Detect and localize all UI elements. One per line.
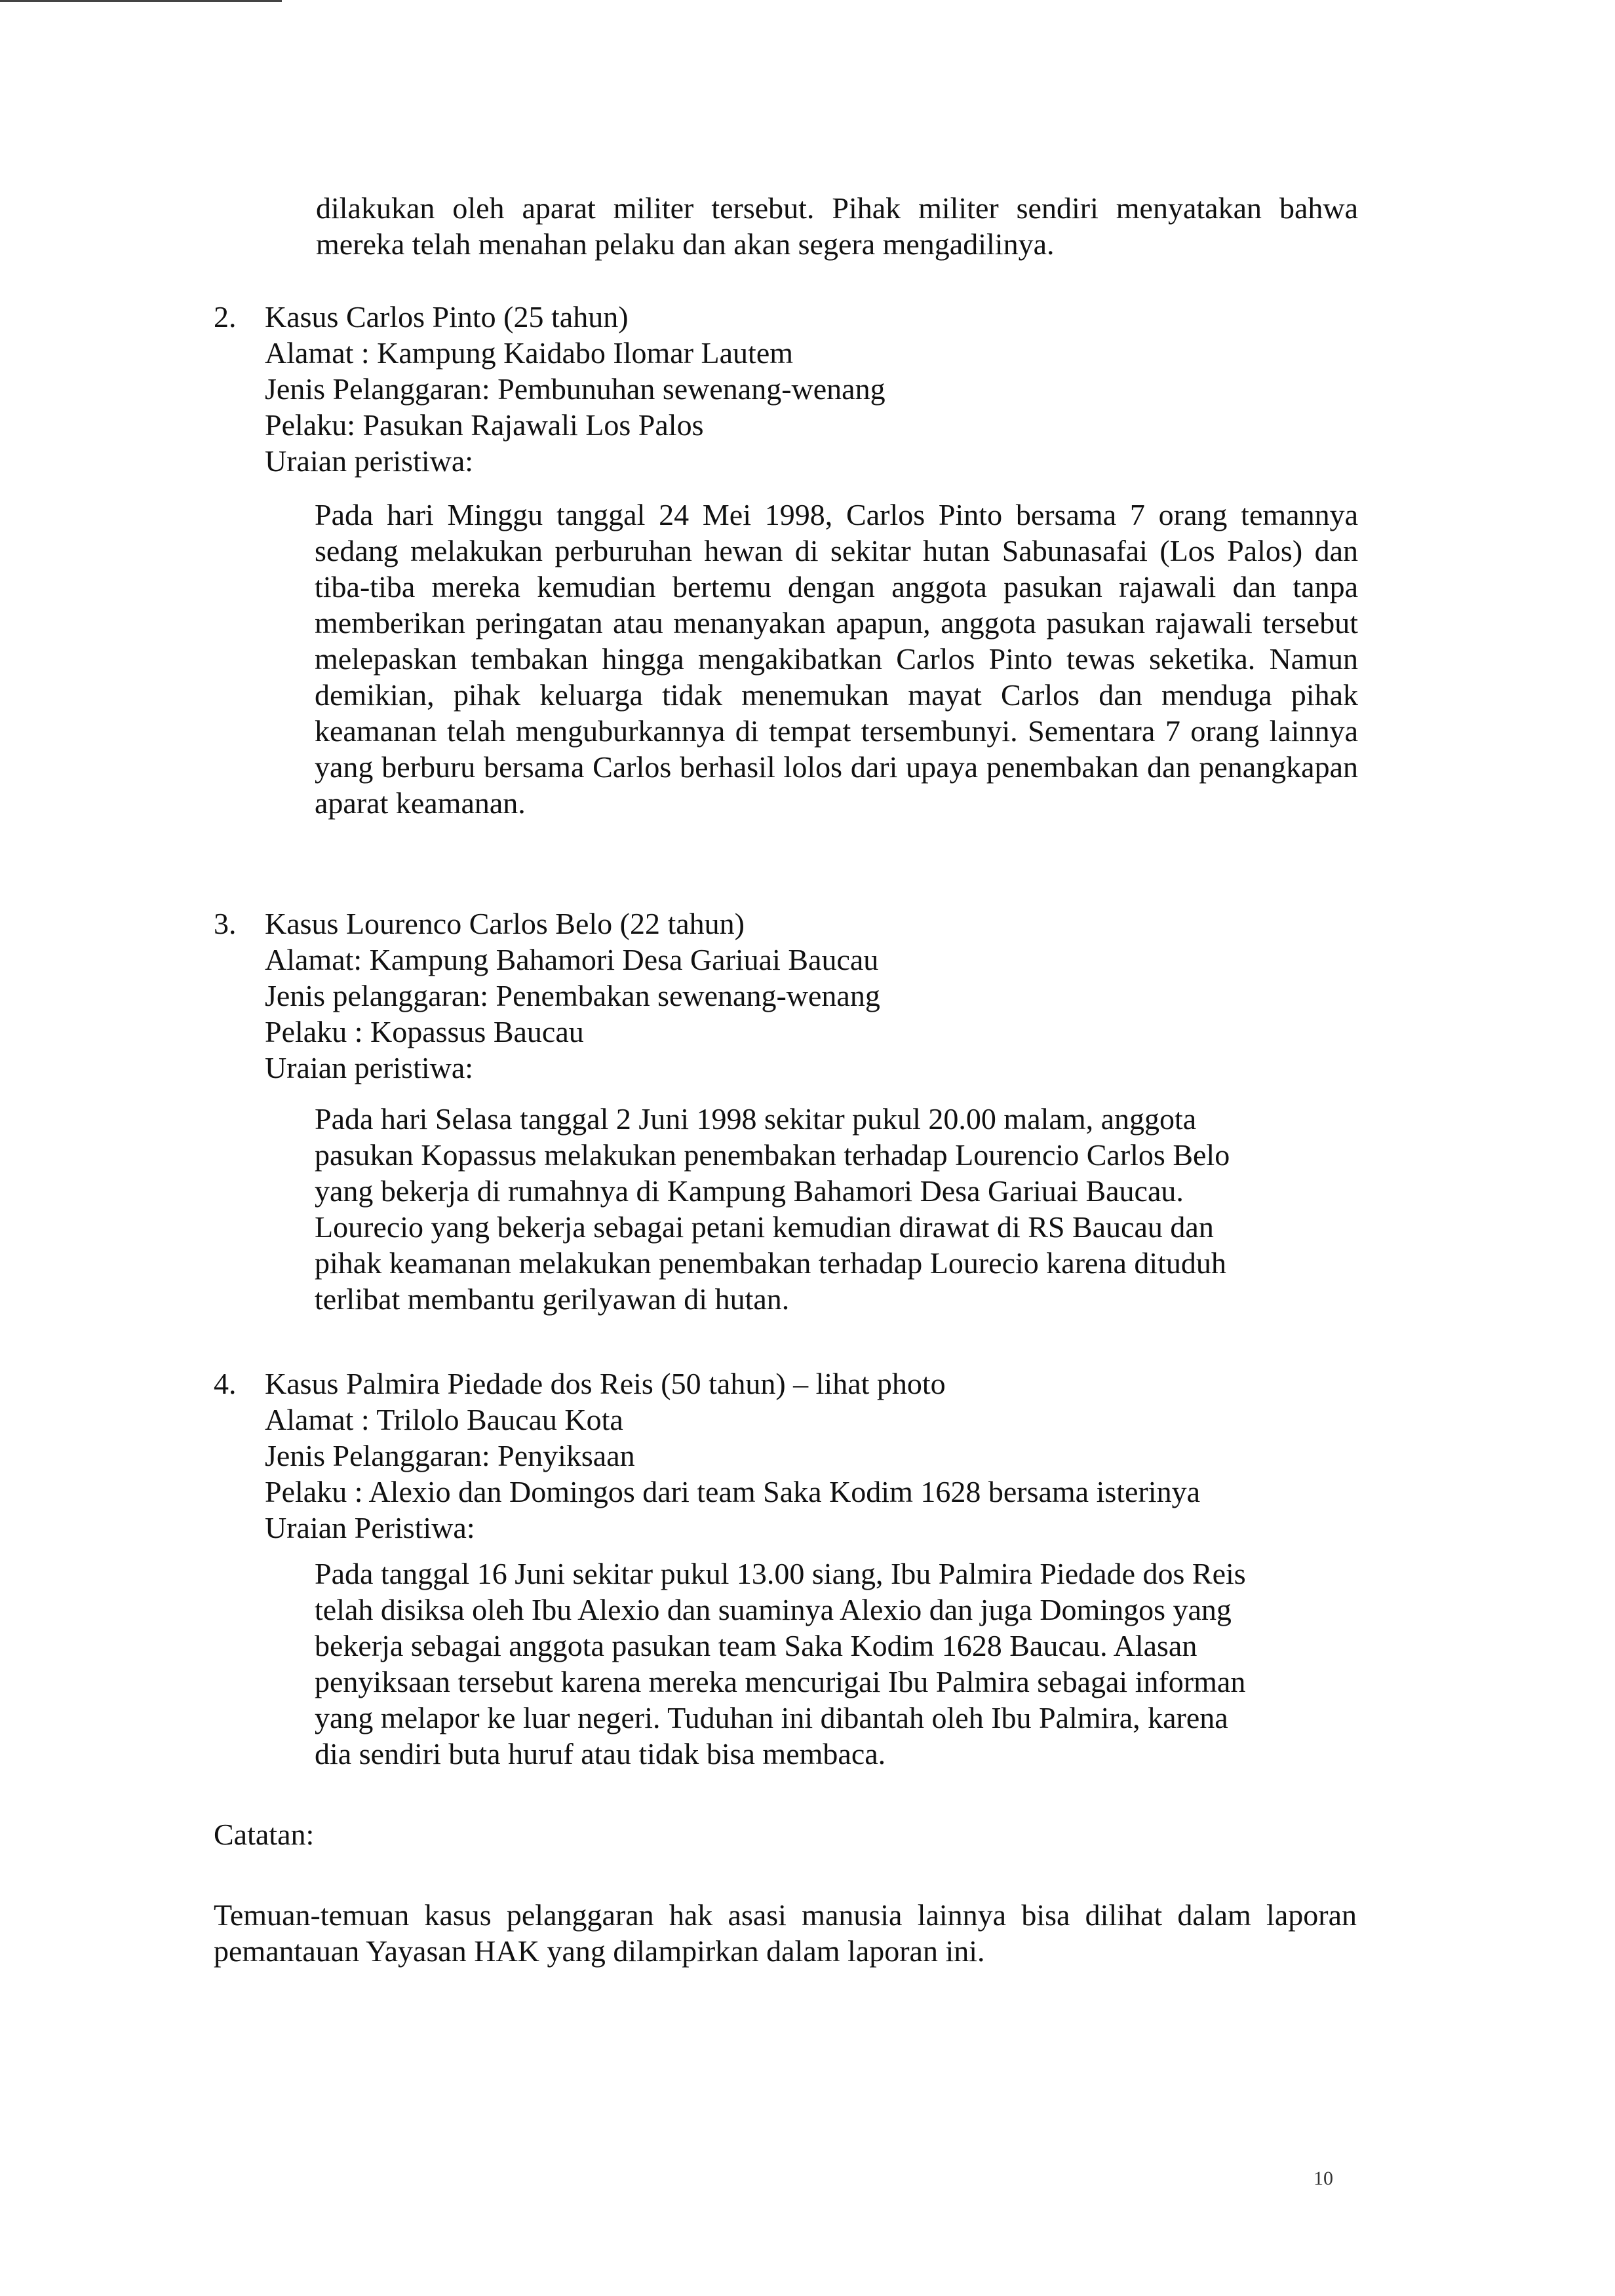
case-2-description: Pada hari Minggu tanggal 24 Mei 1998, Carlos Pinto bersama 7 orang temannya sedang melakukan perburuhan hewan di sekitar hutan Sabunasafai (Los Palos) dan tiba-tiba mereka kemudian bertemu dengan anggota pasukan rajawali dan tanpa memberikan peringatan atau menanyakan apapun, anggota pasukan rajawali tersebut melepaskan tembakan hingga mengakibatkan Carlos Pinto tewas seketika. Namun demikian, pihak keluarga tidak menemukan mayat Carlos dan menduga pihak keamanan telah menguburkannya di tempat tersembunyi. Sementara 7 orang lainnya yang berburu bersama Carlos berhasil lolos dari upaya penembakan dan penangkapan aparat keamanan. — [315, 498, 1358, 820]
case-4-description-line: Pada tanggal 16 Juni sekitar pukul 13.00 siang, Ibu Palmira Piedade dos Reis — [315, 1557, 1246, 1590]
case-3-description-line: pihak keamanan melakukan penembakan terhadap Lourecio karena dituduh — [315, 1246, 1226, 1280]
case-4-address: Alamat : Trilolo Baucau Kota — [265, 1403, 623, 1436]
case-4-description-line: yang melapor ke luar negeri. Tuduhan ini dibantah oleh Ibu Palmira, karena — [315, 1701, 1228, 1734]
case-2-description-label: Uraian peristiwa: — [265, 444, 474, 478]
case-2-header — [265, 299, 1379, 479]
page-number: 10 — [1313, 2168, 1333, 2189]
case-3-description-line: terlibat membantu gerilyawan di hutan. — [315, 1282, 790, 1316]
case-4-title: Kasus Palmira Piedade dos Reis (50 tahun) – lihat photo — [265, 1367, 946, 1400]
case-4-perpetrator: Pelaku : Alexio dan Domingos dari team Saka Kodim 1628 bersama isterinya — [265, 1475, 1200, 1508]
case-4-description — [315, 1556, 1390, 1772]
case-4-violation: Jenis Pelanggaran: Penyiksaan — [265, 1439, 635, 1472]
case-4-number: 4. — [214, 1367, 237, 1400]
case-2-title: Kasus Carlos Pinto (25 tahun) — [265, 300, 629, 334]
case-4-description-line: telah disiksa oleh Ibu Alexio dan suaminya Alexio dan juga Domingos yang — [315, 1593, 1232, 1626]
case-3-description-label: Uraian peristiwa: — [265, 1051, 474, 1084]
intro-paragraph: dilakukan oleh aparat militer tersebut. Pihak militer sendiri menyatakan bahwa mereka telah menahan pelaku dan akan segera mengadilinya. — [316, 191, 1358, 261]
note-label: Catatan: — [214, 1818, 315, 1851]
case-4-description-line: bekerja sebagai anggota pasukan team Saka Kodim 1628 Baucau. Alasan — [315, 1629, 1197, 1662]
case-3-description-line: Lourecio yang bekerja sebagai petani kemudian dirawat di RS Baucau dan — [315, 1210, 1214, 1244]
case-2-perpetrator: Pelaku: Pasukan Rajawali Los Palos — [265, 408, 704, 442]
case-3-address: Alamat: Kampung Bahamori Desa Gariuai Baucau — [265, 943, 879, 976]
case-2-address: Alamat : Kampung Kaidabo Ilomar Lautem — [265, 336, 794, 370]
case-2-number: 2. — [214, 300, 237, 334]
case-3-title: Kasus Lourenco Carlos Belo (22 tahun) — [265, 907, 745, 940]
case-3-description — [315, 1101, 1376, 1317]
case-3-number: 3. — [214, 907, 237, 940]
case-3-perpetrator: Pelaku : Kopassus Baucau — [265, 1015, 584, 1048]
case-4-description-line: penyiksaan tersebut karena mereka mencurigai Ibu Palmira sebagai informan — [315, 1665, 1246, 1698]
case-4-description-line: dia sendiri buta huruf atau tidak bisa membaca. — [315, 1737, 886, 1770]
case-3-description-line: pasukan Kopassus melakukan penembakan terhadap Lourencio Carlos Belo — [315, 1138, 1230, 1172]
case-3-description-line: Pada hari Selasa tanggal 2 Juni 1998 sekitar pukul 20.00 malam, anggota — [315, 1102, 1197, 1136]
note-paragraph: Temuan-temuan kasus pelanggaran hak asasi manusia lainnya bisa dilihat dalam laporan pemantauan Yayasan HAK yang dilampirkan dalam laporan ini. — [214, 1898, 1357, 1968]
case-3-violation: Jenis pelanggaran: Penembakan sewenang-wenang — [265, 979, 880, 1012]
case-3-header — [265, 906, 1379, 1086]
case-2-violation: Jenis Pelanggaran: Pembunuhan sewenang-wenang — [265, 372, 885, 406]
case-4-description-label: Uraian Peristiwa: — [265, 1511, 475, 1544]
case-4-header — [265, 1366, 1392, 1546]
case-3-description-line: yang bekerja di rumahnya di Kampung Bahamori Desa Gariuai Baucau. — [315, 1174, 1184, 1208]
